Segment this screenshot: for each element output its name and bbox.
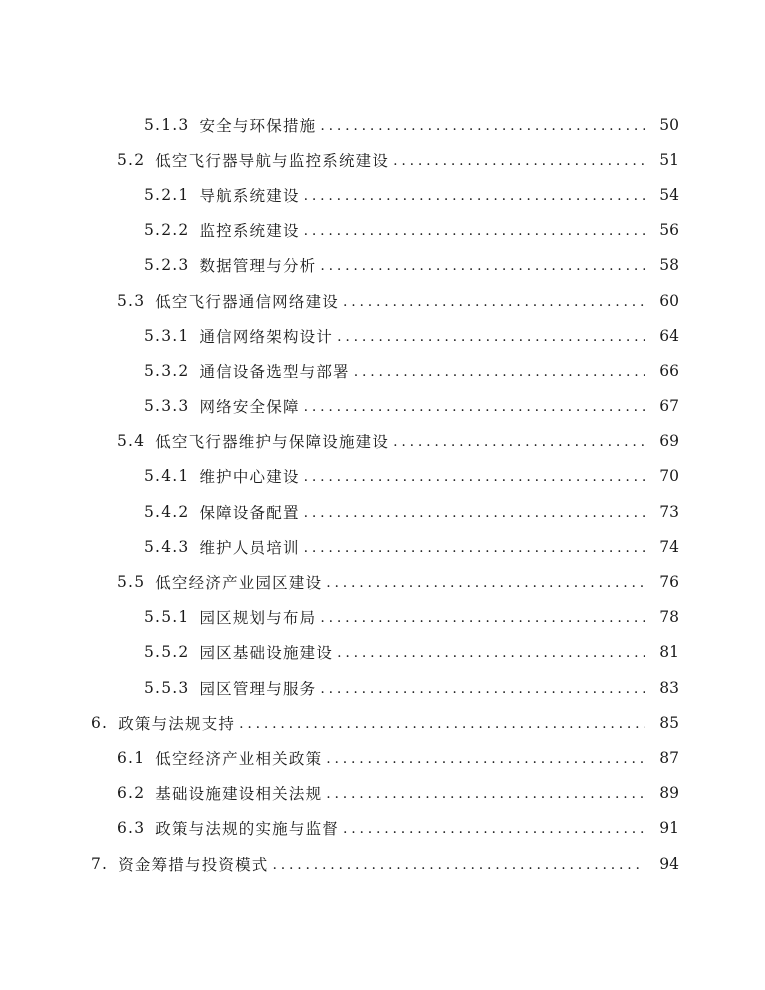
toc-entry-title: 监控系统建设 bbox=[199, 222, 300, 241]
toc-entry-page: 69 bbox=[659, 432, 679, 451]
toc-entry-number: 5.4.3 bbox=[144, 537, 190, 556]
toc-dot-leader bbox=[304, 505, 645, 521]
toc-entry-title: 园区管理与服务 bbox=[199, 679, 317, 698]
toc-entry[interactable] bbox=[0, 564, 765, 599]
toc-entry-title: 通信设备选型与部署 bbox=[199, 362, 350, 381]
toc-entry-page: 81 bbox=[659, 643, 679, 662]
toc-entry-number: 5.2.1 bbox=[144, 185, 190, 204]
toc-entry[interactable] bbox=[0, 424, 765, 459]
toc-entry-number: 7. bbox=[91, 854, 109, 873]
toc-entry[interactable] bbox=[0, 248, 765, 283]
toc-entry-number: 5.3 bbox=[117, 291, 146, 310]
toc-entry-title: 政策与法规的实施与监督 bbox=[155, 820, 339, 839]
toc-entry[interactable] bbox=[0, 283, 765, 318]
toc-dot-leader bbox=[326, 575, 645, 591]
toc-entry[interactable] bbox=[0, 142, 765, 177]
toc-entry[interactable] bbox=[0, 494, 765, 529]
toc-entry-number: 6.2 bbox=[117, 784, 146, 803]
toc-dot-leader bbox=[304, 469, 645, 485]
toc-dot-leader bbox=[304, 540, 645, 556]
toc-entry[interactable] bbox=[0, 459, 765, 494]
toc-entry-page: 56 bbox=[659, 221, 679, 240]
toc-entry-number: 5.2.2 bbox=[144, 221, 190, 240]
toc-entry[interactable] bbox=[0, 213, 765, 248]
toc-entry-number: 5.2.3 bbox=[144, 256, 190, 275]
toc-entry-page: 66 bbox=[659, 361, 679, 380]
toc-dot-leader bbox=[239, 716, 645, 732]
toc-entry-page: 91 bbox=[659, 819, 679, 838]
toc-entry-title: 低空经济产业园区建设 bbox=[155, 574, 323, 593]
toc-dot-leader bbox=[304, 399, 645, 415]
toc-dot-leader bbox=[304, 223, 645, 239]
toc-entry-title: 安全与环保措施 bbox=[199, 116, 317, 135]
toc-entry-number: 5.3.1 bbox=[144, 326, 190, 345]
toc-entry-title: 低空经济产业相关政策 bbox=[155, 749, 323, 768]
table-of-contents bbox=[0, 107, 765, 881]
toc-entry-title: 资金筹措与投资模式 bbox=[118, 855, 269, 874]
toc-entry-page: 85 bbox=[659, 713, 679, 732]
toc-entry[interactable] bbox=[0, 389, 765, 424]
toc-dot-leader bbox=[337, 329, 645, 345]
toc-entry[interactable] bbox=[0, 318, 765, 353]
toc-entry-page: 67 bbox=[659, 397, 679, 416]
toc-entry-title: 低空飞行器导航与监控系统建设 bbox=[155, 151, 390, 170]
toc-dot-leader bbox=[304, 188, 645, 204]
toc-entry[interactable] bbox=[0, 811, 765, 846]
toc-entry[interactable] bbox=[0, 705, 765, 740]
toc-entry-number: 5.5 bbox=[117, 573, 146, 592]
toc-entry-page: 87 bbox=[659, 748, 679, 767]
toc-entry-page: 70 bbox=[659, 467, 679, 486]
toc-entry-number: 5.4 bbox=[117, 432, 146, 451]
toc-entry-page: 50 bbox=[659, 115, 679, 134]
toc-dot-leader bbox=[320, 118, 645, 134]
toc-dot-leader bbox=[393, 153, 645, 169]
toc-dot-leader bbox=[337, 645, 645, 661]
toc-entry-number: 5.5.3 bbox=[144, 678, 190, 697]
toc-entry[interactable] bbox=[0, 529, 765, 564]
toc-entry-title: 政策与法规支持 bbox=[118, 714, 236, 733]
toc-entry[interactable] bbox=[0, 776, 765, 811]
toc-entry-page: 73 bbox=[659, 502, 679, 521]
toc-dot-leader bbox=[343, 294, 645, 310]
toc-entry-title: 低空飞行器维护与保障设施建设 bbox=[155, 433, 390, 452]
toc-dot-leader bbox=[326, 786, 645, 802]
toc-entry-page: 83 bbox=[659, 678, 679, 697]
toc-entry[interactable] bbox=[0, 600, 765, 635]
toc-entry-title: 导航系统建设 bbox=[199, 186, 300, 205]
toc-entry-page: 60 bbox=[659, 291, 679, 310]
toc-entry-title: 网络安全保障 bbox=[199, 398, 300, 417]
toc-entry-page: 58 bbox=[659, 256, 679, 275]
toc-entry-number: 5.5.2 bbox=[144, 643, 190, 662]
toc-entry-title: 数据管理与分析 bbox=[199, 257, 317, 276]
toc-dot-leader bbox=[326, 751, 645, 767]
toc-entry-number: 5.4.2 bbox=[144, 502, 190, 521]
toc-entry-number: 5.1.3 bbox=[144, 115, 190, 134]
toc-dot-leader bbox=[320, 258, 645, 274]
toc-dot-leader bbox=[354, 364, 645, 380]
toc-entry-title: 维护中心建设 bbox=[199, 468, 300, 487]
toc-entry-number: 5.3.3 bbox=[144, 397, 190, 416]
toc-entry-title: 园区基础设施建设 bbox=[199, 644, 334, 663]
toc-entry[interactable] bbox=[0, 635, 765, 670]
toc-entry-page: 54 bbox=[659, 185, 679, 204]
toc-entry-title: 通信网络架构设计 bbox=[199, 327, 334, 346]
toc-entry-title: 维护人员培训 bbox=[199, 538, 300, 557]
toc-entry-page: 64 bbox=[659, 326, 679, 345]
toc-entry-number: 5.4.1 bbox=[144, 467, 190, 486]
toc-entry-page: 94 bbox=[659, 854, 679, 873]
toc-entry-title: 园区规划与布局 bbox=[199, 609, 317, 628]
toc-entry-page: 89 bbox=[659, 784, 679, 803]
toc-entry[interactable] bbox=[0, 353, 765, 388]
toc-entry[interactable] bbox=[0, 670, 765, 705]
toc-entry-number: 5.5.1 bbox=[144, 608, 190, 627]
toc-entry-page: 74 bbox=[659, 537, 679, 556]
toc-entry-page: 76 bbox=[659, 573, 679, 592]
toc-entry-title: 基础设施建设相关法规 bbox=[155, 785, 323, 804]
toc-entry-title: 低空飞行器通信网络建设 bbox=[155, 292, 339, 311]
toc-dot-leader bbox=[273, 857, 645, 873]
toc-dot-leader bbox=[320, 681, 645, 697]
toc-entry[interactable] bbox=[0, 740, 765, 775]
toc-entry-number: 5.2 bbox=[117, 150, 146, 169]
toc-entry[interactable] bbox=[0, 177, 765, 212]
toc-entry-page: 51 bbox=[659, 150, 679, 169]
toc-dot-leader bbox=[320, 610, 645, 626]
toc-entry-number: 6.1 bbox=[117, 748, 146, 767]
toc-entry[interactable] bbox=[0, 107, 765, 142]
toc-entry-title: 保障设备配置 bbox=[199, 503, 300, 522]
toc-entry-number: 6.3 bbox=[117, 819, 146, 838]
toc-entry-number: 6. bbox=[91, 713, 109, 732]
toc-entry-page: 78 bbox=[659, 608, 679, 627]
toc-dot-leader bbox=[343, 821, 645, 837]
toc-entry[interactable] bbox=[0, 846, 765, 881]
toc-entry-number: 5.3.2 bbox=[144, 361, 190, 380]
toc-dot-leader bbox=[393, 434, 645, 450]
